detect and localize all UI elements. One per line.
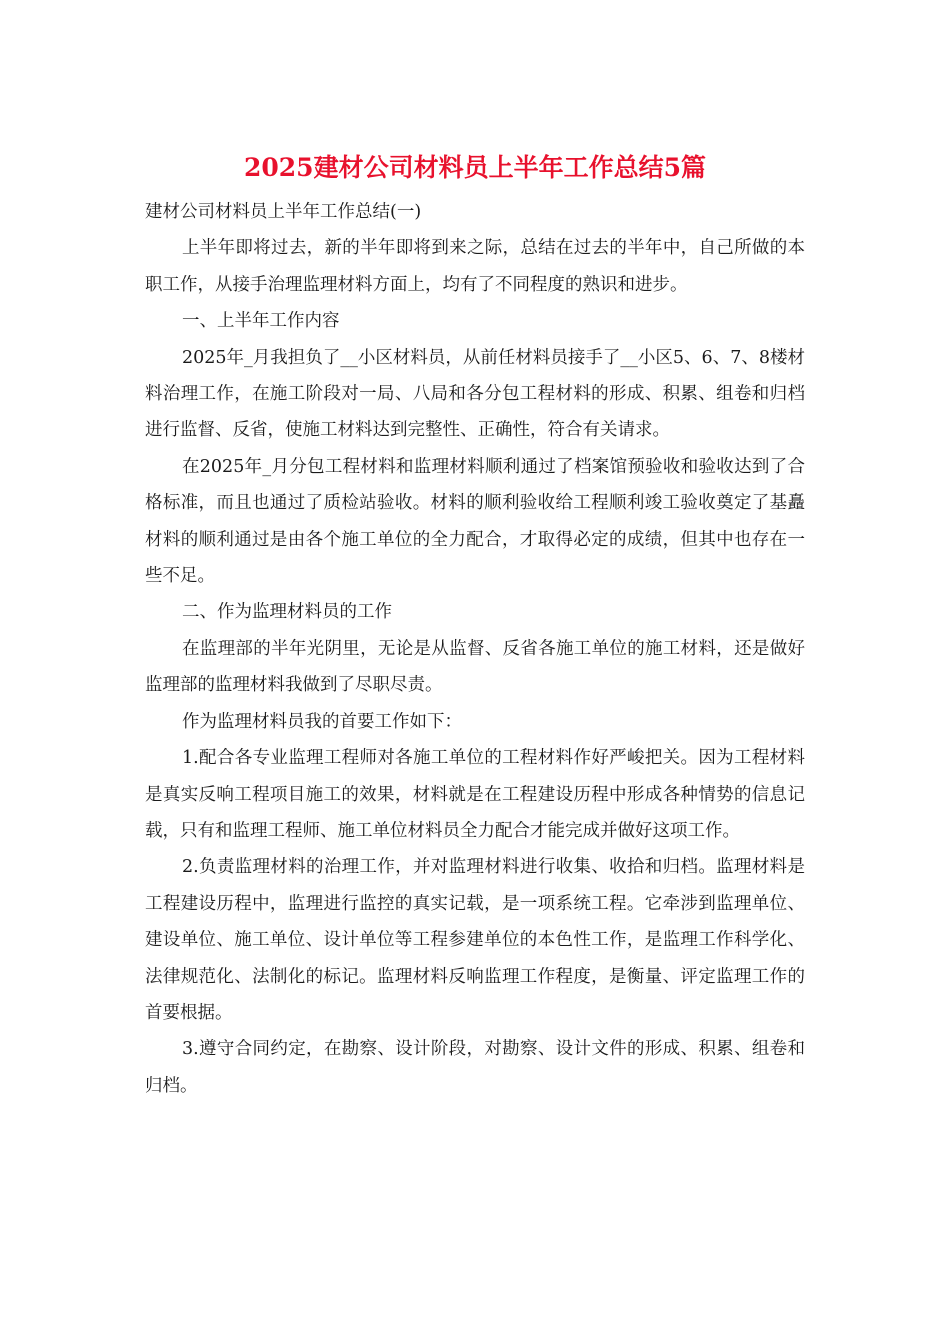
document-title: 2025建材公司材料员上半年工作总结5篇	[244, 153, 706, 182]
paragraph: 在2025年_月分包工程材料和监理材料顺利通过了档案馆预验收和验收达到了合格标准，而且也通过了质检站验收。材料的顺利验收给工程顺利竣工验收奠定了基矗材料的顺利通过是由各个施工单位的全力配合，才取得必定的成绩，但其中也存在一些不足。	[145, 456, 805, 587]
paragraph: 在监理部的半年光阴里，无论是从监督、反省各施工单位的施工材料，还是做好监理部的监理材料我做到了尽职尽责。	[145, 638, 805, 696]
paragraph: 2025年_月我担负了__小区材料员，从前任材料员接手了__小区5、6、7、8楼材料治理工作，在施工阶段对一局、八局和各分包工程材料的形成、积累、组卷和归档进行监督、反省，使施工材料达到完整性、正确性，符合有关请求。	[145, 347, 805, 441]
subheading: 一、上半年工作内容	[182, 311, 340, 332]
paragraph: 作为监理材料员我的首要工作如下：	[182, 711, 462, 732]
subheading: 二、作为监理材料员的工作	[182, 602, 392, 623]
paragraph: 上半年即将过去，新的半年即将到来之际，总结在过去的半年中，自己所做的本职工作，从接手治理监理材料方面上，均有了不同程度的熟识和进步。	[145, 238, 805, 295]
list-item: 2.负责监理材料的治理工作，并对监理材料进行收集、收拾和归档。监理材料是工程建设历程中，监理进行监控的真实记载，是一项系统工程。它牵涉到监理单位、建设单位、施工单位、设计单位等工程参建单位的本色性工作，是监理工作科学化、法律规范化、法制化的标记。监理材料反响监理工作程度，是衡量、评定监理工作的首要根据。	[145, 857, 805, 1023]
list-item: 1.配合各专业监理工程师对各施工单位的工程材料作好严峻把关。因为工程材料是真实反响工程项目施工的效果，材料就是在工程建设历程中形成各种情势的信息记载，只有和监理工程师、施工单位材料员全力配合才能完成并做好这项工作。	[145, 748, 805, 841]
list-item: 3.遵守合同约定，在勘察、设计阶段，对勘察、设计文件的形成、积累、组卷和归档。	[145, 1039, 805, 1096]
document-body	[145, 194, 805, 1104]
section-heading: 建材公司材料员上半年工作总结(一)	[145, 202, 422, 222]
